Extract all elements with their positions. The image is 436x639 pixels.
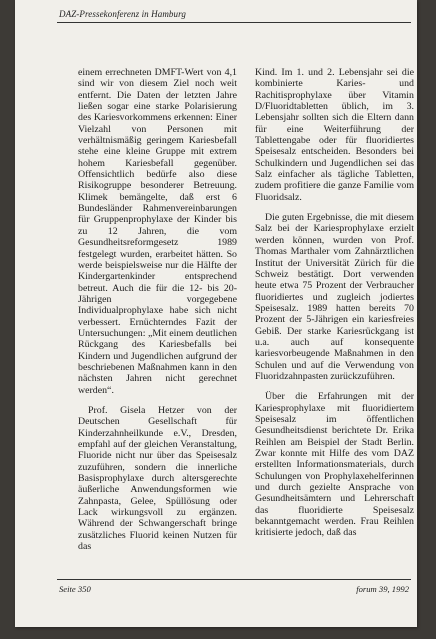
text-column-left [78,67,237,561]
paragraph: Kind. Im 1. und 2. Lebensjahr sei die kombinierte Karies- und Rachitisprophylaxe über Vitamin D/Fluoridtabletten üblich, im 3. Lebensjahr sollten sich die Eltern dann für eine Weiterführung der Tablettengabe oder für fluoridiertes Speisesalz entscheiden. Besonders bei Schulkindern und Jugendlichen sei das Salz einfacher als tägliche Tabletten, zudem profitiere die ganze Familie vom Fluoridsalz. [255,67,414,203]
running-header: DAZ-Pressekonferenz in Hamburg [59,9,186,19]
header-rule [57,22,411,23]
paragraph: Prof. Gisela Hetzer von der Deutschen Gesellschaft für Kinderzahnheilkunde e.V., Dresden, empfahl auf der gleichen Veranstaltung, Fluoride nicht nur über das Speisesalz zuzuführen, sondern die innerliche Basisprophylaxe durch altersgerechte äußerliche Anwendungsformen wie Zahnpasta, Gelee, Spüllösung oder Lack wirkungsvoll zu ergänzen. Während der Schwangerschaft bringe zusätzliches Fluorid keinen Nutzen für das [78,404,237,553]
text-column-right [255,67,414,548]
page-number: Seite 350 [59,584,91,594]
paragraph: einem errechneten DMFT-Wert von 4,1 sind wir von diesem Ziel noch weit entfernt. Die Daten der letzten Jahre ließen sogar eine starke Polarisierung des Kariesvorkommens erkennen: Einer Vielzahl von Personen mit verhältnismäßig geringem Kariesbefall stehe eine kleine Gruppe mit extrem hohem Kariesbefall gegenüber. Offensichtlich bedürfe also diese Risikogruppe besonderer Betreuung. Klimek bemängelte, daß erst 6 Bundesländer Rahmenvereinbarungen für Gruppenprophylaxe der Kinder bis zu 12 Jahren, die vom Gesundheitsreformgesetz 1989 festgelegt wurden, erarbeitet hätten. So werde beispielsweise nur die Hälfte der Kindergartenkinder entsprechend betreut. Auch die für die 12- bis 20-Jährigen vorgegebene Individualprophylaxe habe sich nicht verbessert. Ernüchterndes Fazit der Untersuchungen: „Mit einem deutlichen Rückgang des Kariesbefalls bei Kindern und Jugendlichen aufgrund der beschriebenen Maßnahmen kann in den nächsten Jahren nicht gerechnet werden“. [78,67,237,396]
issue-info: forum 39, 1992 [356,584,409,594]
paragraph: Über die Erfahrungen mit der Kariesprophylaxe mit fluoridiertem Speisesalz im öffentlichen Gesundheitsdienst berichtete Dr. Erika Reihlen am Beispiel der Stadt Berlin. Zwar konnte mit Hilfe des vom DAZ erstellten Informationsmaterials, durch Schulungen von Prophylaxehelferinnen und durch gezielte Ansprache von Gesundheitsämtern und Lehrerschaft das fluoridierte Speisesalz bekanntgemacht werden. Frau Reihlen kritisierte jedoch, daß das [255,391,414,539]
paragraph: Die guten Ergebnisse, die mit diesem Salz bei der Kariesprophylaxe erzielt werden können, wurden von Prof. Thomas Marthaler vom Zahnärztlichen Institut der Universität Zürich für die Schweiz bestätigt. Dort verwenden heute etwa 75 Prozent der Verbraucher fluoridiertes und zugleich jodiertes Speisesalz. 1989 hatten bereits 70 Prozent der 5-Jährigen ein kariesfreies Gebiß. Der starke Kariesrückgang ist u.a. auch auf konsequente kariesvorbeugende Maßnahmen in den Schulen und auf die Verwendung von Fluoridzahnpasten zurückzuführen. [255,212,414,382]
footer-rule [57,579,411,580]
document-page [15,0,417,627]
